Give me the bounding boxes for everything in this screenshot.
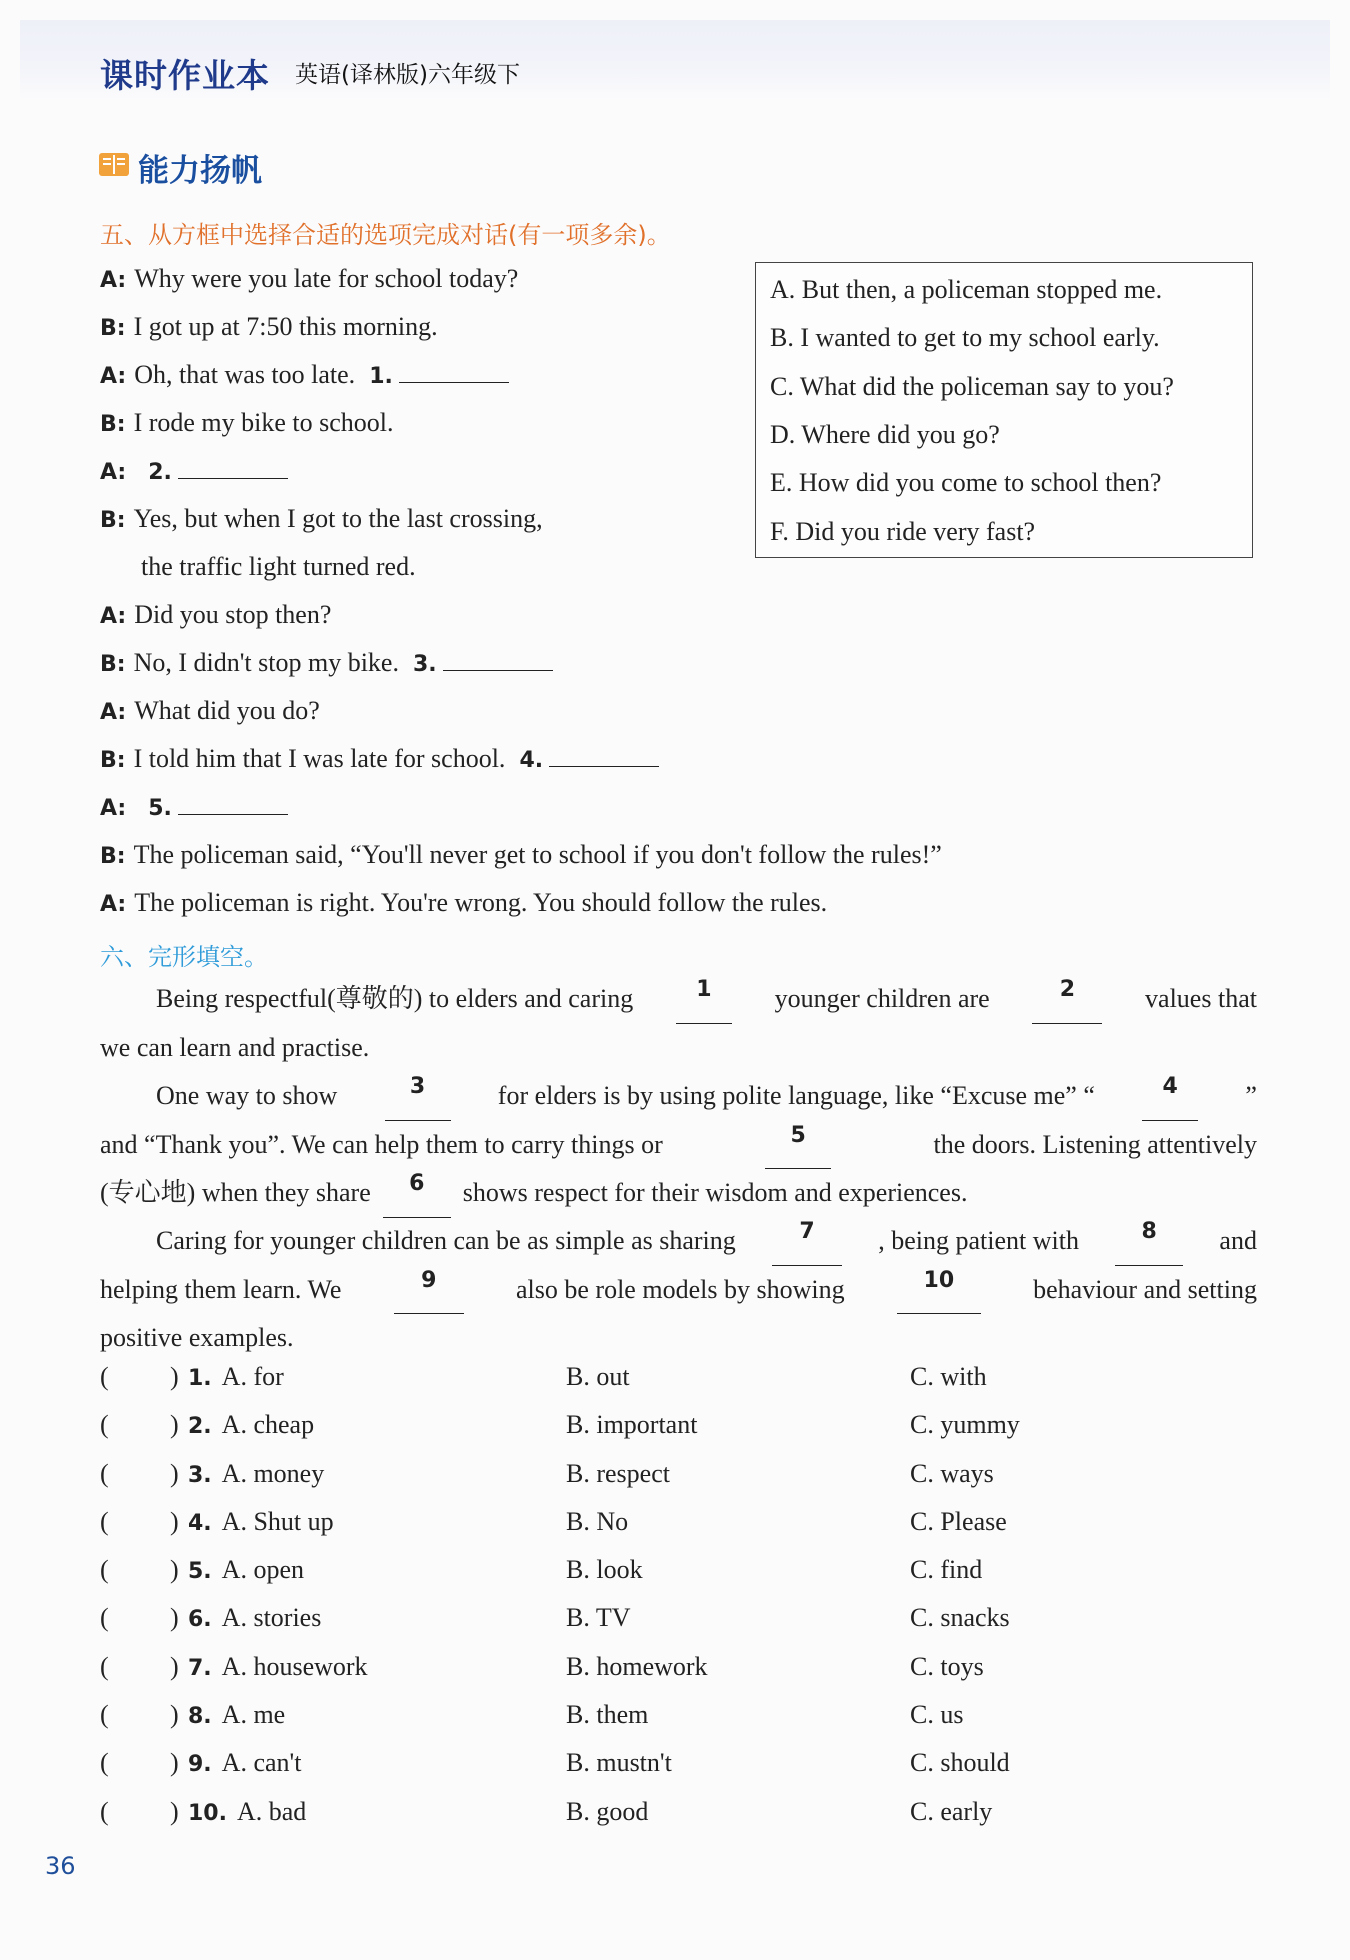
speaker-label: B:: [100, 652, 126, 677]
answer-paren-open[interactable]: (: [100, 1506, 109, 1536]
dialogue-text: The policeman is right. You're wrong. You should follow the rules.: [134, 888, 828, 917]
answer-paren-close: ): [170, 1458, 179, 1488]
choice-row: [100, 1748, 1260, 1796]
choice-option-c: C. early: [910, 1796, 993, 1826]
cloze-text: and “Thank you”. We can help them to carry things or: [100, 1129, 663, 1159]
question-number: 1.: [188, 1366, 212, 1391]
dialogue-line: [100, 886, 827, 922]
cloze-paragraph-3: [100, 1217, 1257, 1363]
choice-option-c: C. snacks: [910, 1603, 1010, 1633]
choice-option-c: C. toys: [910, 1651, 984, 1681]
cloze-blank[interactable]: 1: [676, 975, 732, 1024]
cloze-text: shows respect for their wisdom and experiences.: [462, 1178, 968, 1207]
question-number: 4.: [188, 1510, 212, 1536]
cloze-blank[interactable]: 9: [394, 1266, 464, 1315]
dialogue-line: [100, 310, 438, 346]
blank-number: 2.: [148, 460, 172, 485]
answer-paren-open[interactable]: (: [100, 1651, 109, 1681]
cloze-blank[interactable]: 4: [1142, 1072, 1198, 1121]
cloze-blank[interactable]: 3: [385, 1072, 451, 1121]
option-a-text: A. Shut up: [221, 1506, 334, 1536]
choice-option-a: [188, 1748, 301, 1778]
cloze-text: and: [1219, 1226, 1257, 1255]
dialogue-line: [141, 550, 416, 584]
answer-paren-open[interactable]: (: [100, 1458, 109, 1488]
choice-option-b: B. important: [566, 1410, 698, 1440]
speaker-label: A:: [100, 268, 127, 293]
answer-paren-close: ): [170, 1362, 179, 1391]
answer-paren-open[interactable]: (: [100, 1700, 109, 1730]
answer-paren-close: ): [170, 1555, 179, 1585]
choice-row: [100, 1603, 1260, 1651]
q5-title: 五、从方框中选择合适的选项完成对话(有一项多余)。: [100, 221, 671, 249]
option-item: E. How did you come to school then?: [770, 468, 1162, 498]
cloze-text: also be role models by showing: [516, 1274, 845, 1304]
answer-paren-close: ): [170, 1748, 179, 1778]
cloze-text: younger children are: [774, 984, 990, 1013]
choice-option-c: C. yummy: [910, 1410, 1020, 1440]
q6-title: 六、完形填空。: [100, 943, 268, 971]
speaker-label: B:: [100, 508, 126, 533]
answer-paren-open[interactable]: (: [100, 1410, 109, 1440]
cloze-text: behaviour and setting: [1033, 1274, 1257, 1304]
choice-option-a: [188, 1652, 368, 1682]
cloze-text: , being patient with: [878, 1226, 1079, 1255]
blank-number: 3.: [412, 652, 437, 677]
cloze-blank[interactable]: 10: [897, 1266, 981, 1315]
question-number: 9.: [188, 1752, 212, 1778]
cloze-text: (专心地) when they share: [100, 1178, 371, 1207]
option-item: C. What did the policeman say to you?: [770, 371, 1174, 401]
choice-row: [100, 1700, 1260, 1748]
answer-paren-close: ): [170, 1700, 179, 1730]
answer-blank[interactable]: [178, 793, 288, 815]
choice-option-a: [188, 1797, 306, 1827]
cloze-blank[interactable]: 8: [1115, 1217, 1183, 1266]
cloze-text: positive examples.: [100, 1323, 294, 1352]
option-a-text: A. open: [221, 1555, 304, 1585]
answer-blank[interactable]: [399, 361, 509, 383]
option-item: A. But then, a policeman stopped me.: [770, 275, 1163, 304]
choice-row: [100, 1797, 1260, 1845]
brand-title: 课时作业本: [100, 56, 270, 95]
dialogue-line: [100, 454, 288, 490]
cloze-blank[interactable]: 2: [1032, 975, 1102, 1024]
book-subtitle: 英语(译林版)六年级下: [295, 62, 520, 88]
cloze-text: values that: [1145, 984, 1257, 1013]
option-a-text: A. bad: [236, 1796, 307, 1826]
options-box: [755, 262, 1253, 558]
cloze-text: for elders is by using polite language, like “Excuse me” “: [497, 1081, 1095, 1110]
question-number: 7.: [188, 1655, 212, 1681]
choice-option-a: [188, 1603, 321, 1633]
choice-option-b: B. TV: [566, 1603, 631, 1633]
choice-option-b: B. out: [566, 1362, 630, 1391]
choice-option-a: [188, 1555, 304, 1585]
dialogue-line: [100, 838, 942, 874]
cloze-paragraph-2: [100, 1072, 1257, 1218]
answer-paren-open[interactable]: (: [100, 1362, 109, 1391]
answer-paren-close: ): [170, 1506, 179, 1536]
choice-row: [100, 1410, 1260, 1458]
section-title: 能力扬帆: [138, 153, 262, 189]
choice-option-a: [188, 1700, 285, 1730]
choice-option-a: [188, 1410, 314, 1440]
speaker-label: A:: [100, 364, 127, 389]
page-number: 36: [45, 1852, 76, 1880]
choice-option-a: [188, 1507, 334, 1537]
choice-option-c: C. ways: [910, 1458, 994, 1488]
choice-row: [100, 1507, 1260, 1555]
speaker-label: A:: [100, 892, 127, 917]
choice-option-c: C. Please: [910, 1506, 1007, 1536]
choice-option-b: B. No: [566, 1506, 629, 1536]
answer-paren-open[interactable]: (: [100, 1603, 109, 1633]
dialogue-line: [100, 406, 394, 442]
blank-number: 1.: [369, 364, 393, 389]
choice-option-b: B. good: [566, 1796, 649, 1826]
option-item: B. I wanted to get to my school early.: [770, 323, 1160, 353]
dialogue-text: Oh, that was too late.: [134, 360, 356, 389]
option-a-text: A. cheap: [221, 1410, 315, 1440]
dialogue-line: [100, 262, 518, 298]
option-a-text: A. housework: [221, 1651, 368, 1681]
dialogue-line: [100, 358, 509, 394]
choice-table: [100, 1362, 1260, 1845]
dialogue-text: No, I didn't stop my bike.: [133, 648, 399, 677]
choice-row: [100, 1362, 1260, 1410]
dialogue-line: [100, 598, 331, 634]
cloze-text: the doors. Listening attentively: [933, 1129, 1257, 1159]
answer-blank[interactable]: [178, 457, 288, 479]
dialogue-line: [100, 790, 288, 826]
answer-paren-open[interactable]: (: [100, 1796, 109, 1826]
blank-number: 5.: [148, 796, 172, 821]
question-number: 6.: [188, 1607, 212, 1633]
choice-option-c: C. find: [910, 1555, 983, 1585]
choice-row: [100, 1555, 1260, 1603]
question-number: 2.: [188, 1414, 212, 1440]
option-a-text: A. money: [221, 1458, 325, 1488]
speaker-label: B:: [100, 748, 126, 773]
cloze-text: Caring for younger children can be as simple as sharing: [156, 1226, 736, 1255]
choice-row: [100, 1459, 1260, 1507]
answer-paren-open[interactable]: (: [100, 1748, 109, 1778]
choice-option-b: B. them: [566, 1700, 649, 1730]
question-number: 8.: [188, 1704, 212, 1730]
speaker-label: A:: [100, 700, 127, 725]
cloze-text: ”: [1245, 1081, 1257, 1110]
choice-option-b: B. look: [566, 1555, 643, 1585]
choice-option-b: B. homework: [566, 1651, 708, 1681]
option-item: D. Where did you go?: [770, 419, 1000, 449]
question-number: 10.: [188, 1800, 227, 1826]
cloze-blank[interactable]: 7: [772, 1217, 842, 1266]
dialogue-text: What did you do?: [134, 696, 320, 725]
choice-option-c: C. should: [910, 1748, 1010, 1778]
answer-paren-close: ): [170, 1651, 179, 1681]
option-a-text: A. for: [221, 1362, 284, 1391]
speaker-label: B:: [100, 844, 126, 869]
cloze-text: helping them learn. We: [100, 1274, 342, 1304]
dialogue-text: Why were you late for school today?: [134, 264, 519, 293]
answer-paren-close: ): [170, 1603, 179, 1633]
book-open-icon: [98, 150, 130, 178]
choice-option-b: B. respect: [566, 1458, 670, 1488]
dialogue-line: [100, 742, 659, 778]
choice-option-c: C. with: [910, 1362, 987, 1391]
answer-paren-close: ): [170, 1410, 179, 1440]
choice-option-a: [188, 1362, 284, 1392]
answer-paren-close: ): [170, 1796, 179, 1826]
option-a-text: A. me: [221, 1700, 286, 1730]
dialogue-line: [100, 694, 320, 730]
dialogue-text: Yes, but when I got to the last crossing,: [133, 504, 543, 533]
question-number: 5.: [188, 1559, 212, 1585]
question-number: 3.: [188, 1462, 212, 1488]
cloze-blank[interactable]: 6: [383, 1169, 451, 1218]
answer-blank[interactable]: [443, 649, 553, 671]
dialogue-text: The policeman said, “You'll never get to school if you don't follow the rules!”: [133, 840, 942, 869]
speaker-label: A:: [100, 460, 127, 485]
cloze-paragraph-1: [100, 975, 1257, 1072]
option-a-text: A. can't: [221, 1748, 302, 1778]
dialogue-line: [100, 646, 553, 682]
answer-blank[interactable]: [549, 745, 659, 767]
speaker-label: A:: [100, 796, 127, 821]
dialogue-text: I told him that I was late for school.: [133, 744, 506, 773]
choice-option-b: B. mustn't: [566, 1748, 672, 1778]
cloze-blank[interactable]: 5: [765, 1121, 831, 1170]
speaker-label: B:: [100, 316, 126, 341]
speaker-label: B:: [100, 412, 126, 437]
blank-number: 4.: [519, 748, 544, 773]
speaker-label: A:: [100, 604, 127, 629]
option-a-text: A. stories: [221, 1603, 322, 1633]
answer-paren-open[interactable]: (: [100, 1555, 109, 1585]
option-item: F. Did you ride very fast?: [770, 516, 1036, 546]
dialogue-text: Did you stop then?: [134, 600, 332, 629]
dialogue-line: [100, 502, 543, 538]
cloze-text: we can learn and practise.: [100, 1032, 370, 1062]
choice-row: [100, 1652, 1260, 1700]
choice-option-a: [188, 1459, 324, 1489]
cloze-text: One way to show: [156, 1081, 338, 1110]
dialogue-text: the traffic light turned red.: [141, 552, 416, 581]
cloze-text: Being respectful(尊敬的) to elders and caring: [156, 984, 634, 1013]
dialogue-text: I got up at 7:50 this morning.: [133, 312, 438, 341]
dialogue-text: I rode my bike to school.: [133, 408, 394, 437]
choice-option-c: C. us: [910, 1700, 964, 1730]
